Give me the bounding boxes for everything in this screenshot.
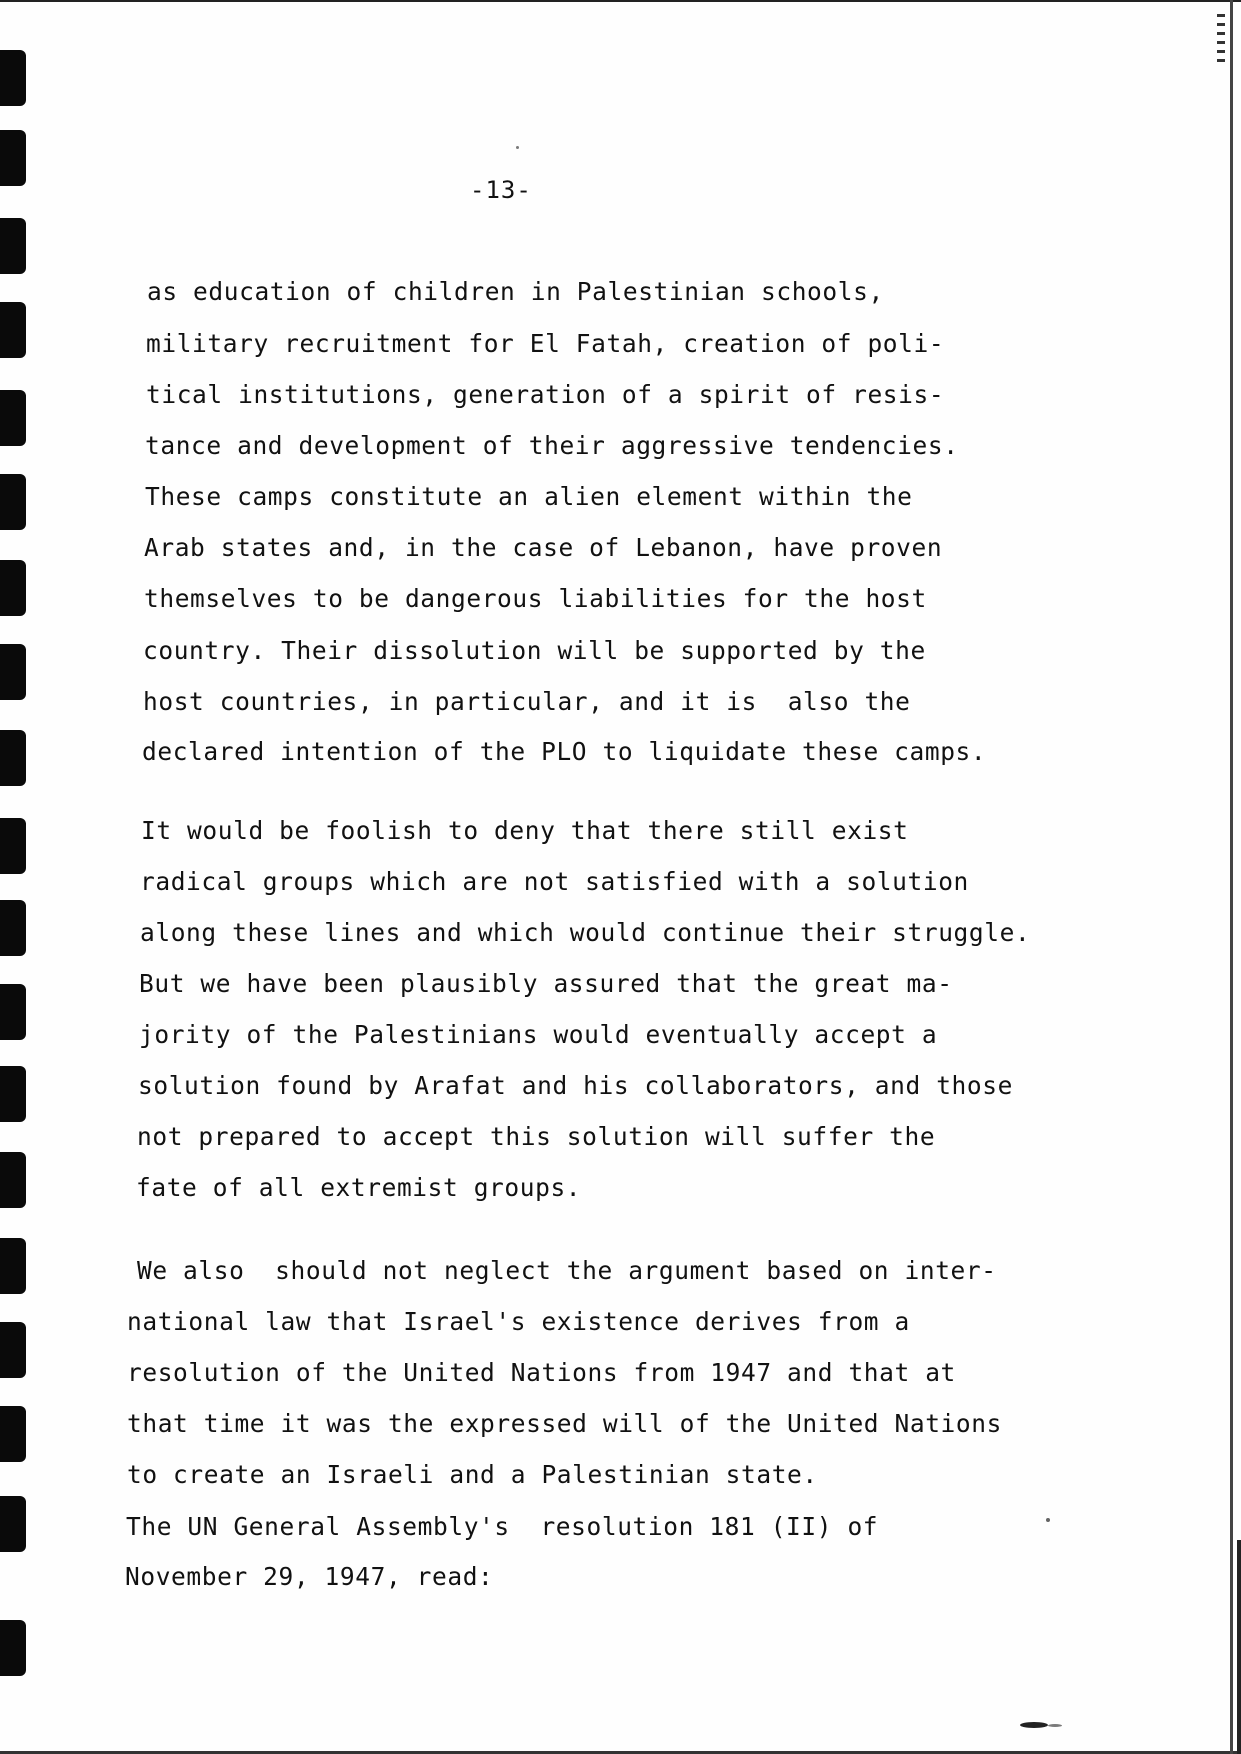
binder-hole [0,900,26,956]
scan-right-marks [1217,14,1227,164]
text-line: to create an Israeli and a Palestinian state. [127,1460,818,1489]
binder-hole [0,130,26,186]
binder-hole [0,218,26,274]
scan-speck [516,146,519,149]
text-line: declared intention of the PLO to liquidate these camps. [142,737,987,766]
text-line: jority of the Palestinians would eventually accept a [139,1020,938,1049]
binder-hole [0,560,26,616]
text-line: fate of all extremist groups. [136,1173,582,1202]
text-line: themselves to be dangerous liabilities for the host [144,584,927,613]
scan-smudge [1048,1724,1062,1727]
text-line: as education of children in Palestinian schools, [147,277,884,306]
text-line: We also should not neglect the argument based on inter- [137,1256,997,1285]
binder-hole [0,1152,26,1208]
binder-hole [0,644,26,700]
scan-smudge [1020,1722,1048,1728]
scan-top-edge [0,0,1241,2]
binder-hole [0,1620,26,1676]
text-line: country. Their dissolution will be supported by the [143,636,926,665]
text-line: resolution of the United Nations from 1947 and that at [127,1358,956,1387]
scan-speck [1046,1518,1050,1522]
text-line: tance and development of their aggressive tendencies. [145,431,959,460]
binder-hole [0,474,26,530]
binder-holes [0,50,30,1710]
scan-right-edge-dark [1237,1540,1241,1754]
binder-hole [0,302,26,358]
text-line: These camps constitute an alien element within the [145,482,913,511]
text-line: military recruitment for El Fatah, creation of poli- [146,329,945,358]
text-line: But we have been plausibly assured that the great ma- [139,969,953,998]
text-line: that time it was the expressed will of the United Nations [127,1409,1002,1438]
text-line: Arab states and, in the case of Lebanon, have proven [144,533,943,562]
text-line: It would be foolish to deny that there still exist [141,816,909,845]
text-line: solution found by Arafat and his collaborators, and those [138,1071,1013,1100]
text-line: The UN General Assembly's resolution 181 (II) of [126,1512,879,1541]
text-line: radical groups which are not satisfied with a solution [140,867,969,896]
text-line: along these lines and which would continue their struggle. [140,918,1031,947]
binder-hole [0,984,26,1040]
binder-hole [0,818,26,874]
text-line: host countries, in particular, and it is also the [143,687,911,716]
page-number: -13- [470,176,532,204]
binder-hole [0,390,26,446]
binder-hole [0,1066,26,1122]
binder-hole [0,1322,26,1378]
text-line: national law that Israel's existence derives from a [127,1307,910,1336]
binder-hole [0,730,26,786]
text-line: tical institutions, generation of a spirit of resis- [146,380,945,409]
binder-hole [0,50,26,106]
binder-hole [0,1406,26,1462]
text-line: November 29, 1947, read: [125,1562,494,1591]
binder-hole [0,1238,26,1294]
text-line: not prepared to accept this solution will suffer the [137,1122,936,1151]
scan-right-edge [1230,0,1233,1754]
binder-hole [0,1496,26,1552]
